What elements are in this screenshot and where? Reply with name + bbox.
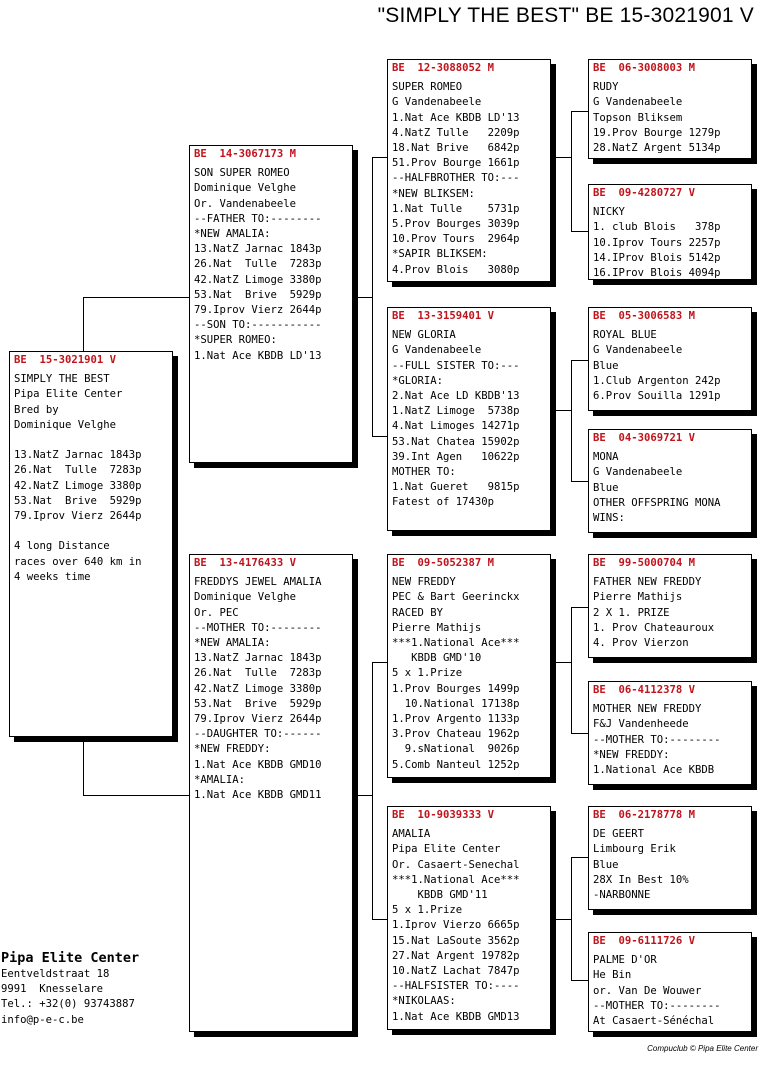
ring-number: BE 06-3008003 M <box>593 62 696 74</box>
ring-number: BE 09-6111726 V <box>593 935 696 947</box>
connector-line <box>571 607 588 608</box>
pigeon-card-sds[interactable] <box>588 307 752 411</box>
pedigree-line: 79.Iprov Vierz 2644p <box>194 713 322 726</box>
pedigree-line: *NEW FREDDY: <box>194 743 271 756</box>
pigeon-card-sdd[interactable] <box>588 429 752 533</box>
pedigree-line: 14.IProv Blois 5142p <box>593 251 721 264</box>
connector-line <box>372 157 388 158</box>
pedigree-line: 5 x 1.Prize <box>392 667 463 680</box>
ring-number: BE 99-5000704 M <box>593 557 696 569</box>
owner-line: 9991 Knesselare <box>1 983 104 996</box>
pedigree-line: 2 X 1. PRIZE <box>593 606 670 619</box>
pedigree-line: *GLORIA: <box>392 374 444 387</box>
connector-line <box>551 157 571 158</box>
connector-line <box>571 360 572 482</box>
ring-number: BE 06-4112378 V <box>593 684 696 696</box>
pigeon-name: SIMPLY THE BEST <box>14 373 110 386</box>
pigeon-card-dam-sire[interactable] <box>387 554 551 778</box>
pedigree-line: ***1.National Ace*** <box>392 873 520 886</box>
pedigree-line: 28X In Best 10% <box>593 873 689 886</box>
pedigree-line: *NEW AMALIA: <box>194 228 271 241</box>
connector-line <box>571 857 572 981</box>
pedigree-line: -NARBONNE <box>593 889 651 902</box>
pedigree-line: Dominique Velghe <box>14 418 117 431</box>
pedigree-line: --DAUGHTER TO:------ <box>194 728 322 741</box>
pedigree-line: ***1.National Ace*** <box>392 637 520 650</box>
pedigree-line: OTHER OFFSPRING MONA <box>593 496 721 509</box>
pedigree-line: Blue <box>593 481 619 494</box>
ring-number: BE 04-3069721 V <box>593 432 696 444</box>
pedigree-line: 1.Nat Ace KBDB GMD10 <box>194 758 322 771</box>
connector-line <box>83 297 190 298</box>
ring-number: BE 14-3067173 M <box>194 148 297 160</box>
connector-line <box>571 231 588 232</box>
pigeon-name: AMALIA <box>392 828 431 841</box>
pedigree-line: Dominique Velghe <box>194 182 297 195</box>
pigeon-card-ddd[interactable] <box>588 932 752 1032</box>
pedigree-line: 1.Club Argenton 242p <box>593 374 721 387</box>
pedigree-line: 1.Prov Argento 1133p <box>392 713 520 726</box>
pigeon-card-dds[interactable] <box>588 806 752 910</box>
pedigree-line: 1.Nat Ace KBDB GMD13 <box>392 1010 520 1023</box>
connector-line <box>83 297 84 351</box>
pedigree-line: RACED BY <box>392 606 444 619</box>
pedigree-line: 4 long Distance <box>14 540 110 553</box>
pedigree-line: *NEW FREDDY: <box>593 748 670 761</box>
pedigree-line: KBDB GMD'10 <box>392 652 482 665</box>
footer-credit: Compuclub © Pipa Elite Center <box>647 1044 758 1053</box>
connector-line <box>372 919 388 920</box>
pedigree-line: 3.Prov Chateau 1962p <box>392 728 520 741</box>
pedigree-line: 10.NatZ Lachat 7847p <box>392 965 520 978</box>
pedigree-line: PEC & Bart Geerinckx <box>392 591 520 604</box>
pedigree-line: Blue <box>593 359 619 372</box>
pigeon-card-sss[interactable] <box>588 59 752 159</box>
ring-number: BE 13-4176433 V <box>194 557 297 569</box>
ring-number: BE 15-3021901 V <box>14 354 117 366</box>
pedigree-line: --FATHER TO:-------- <box>194 212 322 225</box>
connector-line <box>358 297 372 298</box>
pedigree-line: KBDB GMD'11 <box>392 889 488 902</box>
pedigree-line: 42.NatZ Limoge 3380p <box>194 682 322 695</box>
connector-line <box>571 111 588 112</box>
pigeon-name: NICKY <box>593 206 625 219</box>
pigeon-name: MOTHER NEW FREDDY <box>593 703 702 716</box>
connector-line <box>372 157 373 437</box>
pedigree-line: 1. Prov Chateauroux <box>593 621 715 634</box>
ring-number: BE 09-4280727 V <box>593 187 696 199</box>
pedigree-line: 27.Nat Argent 19782p <box>392 949 520 962</box>
pedigree-line: 26.Nat Tulle 7283p <box>194 667 322 680</box>
pedigree-line: --MOTHER TO:-------- <box>593 999 721 1012</box>
pedigree-line: MOTHER TO: <box>392 466 456 479</box>
connector-line <box>83 742 84 795</box>
pedigree-line: Or. PEC <box>194 606 239 619</box>
pedigree-line: 1.Iprov Vierzo 6665p <box>392 919 520 932</box>
pedigree-line: 10.Prov Tours 2964p <box>392 233 520 246</box>
connector-line <box>372 436 388 437</box>
pigeon-card-dss[interactable] <box>588 554 752 658</box>
connector-line <box>372 662 388 663</box>
owner-email[interactable]: info@p-e-c.be <box>1 1013 84 1026</box>
pedigree-line: *AMALIA: <box>194 773 246 786</box>
pedigree-line: 53.Nat Brive 5929p <box>14 494 142 507</box>
pigeon-card-sire-sire[interactable] <box>387 59 551 282</box>
page-title: "SIMPLY THE BEST" BE 15-3021901 V <box>377 4 754 27</box>
pedigree-line: 10.National 17138p <box>392 697 520 710</box>
pedigree-line: Blue <box>593 858 619 871</box>
connector-line <box>551 919 571 920</box>
pedigree-line: 5.Prov Bourges 3039p <box>392 218 520 231</box>
pedigree-line: 4.Prov Blois 3080p <box>392 263 520 276</box>
pedigree-line: 9.sNational 9026p <box>392 743 520 756</box>
connector-line <box>571 857 588 858</box>
pedigree-line: At Casaert-Sénéchal <box>593 1015 715 1028</box>
owner-line: Tel.: +32(0) 93743887 <box>1 998 135 1011</box>
pigeon-card-dam[interactable] <box>189 554 353 1032</box>
pedigree-line: 6.Prov Souilla 1291p <box>593 390 721 403</box>
pedigree-line: 5 x 1.Prize <box>392 904 463 917</box>
pedigree-line: 1.National Ace KBDB <box>593 764 715 777</box>
pedigree-line: 1.Nat Ace KBDB GMD11 <box>194 789 322 802</box>
pedigree-line: *NEW BLIKSEM: <box>392 187 475 200</box>
ring-number: BE 13-3159401 V <box>392 310 495 322</box>
connector-line <box>571 607 572 734</box>
pedigree-line: 13.NatZ Jarnac 1843p <box>194 652 322 665</box>
connector-line <box>83 795 190 796</box>
pedigree-line: F&J Vandenheede <box>593 718 689 731</box>
pedigree-line: *NEW AMALIA: <box>194 637 271 650</box>
pedigree-line: 4.Nat Limoges 14271p <box>392 420 520 433</box>
connector-line <box>358 795 372 796</box>
pedigree-line: Or. Vandenabeele <box>194 197 297 210</box>
connector-line <box>551 662 571 663</box>
ring-number: BE 06-2178778 M <box>593 809 696 821</box>
connector-line <box>571 481 588 482</box>
pigeon-card-dam-dam[interactable] <box>387 806 551 1030</box>
pedigree-line: G Vandenabeele <box>593 96 683 109</box>
connector-line <box>571 111 572 232</box>
pigeon-name: ROYAL BLUE <box>593 329 657 342</box>
pedigree-line: 39.Int Agen 10622p <box>392 450 520 463</box>
pedigree-line: G Vandenabeele <box>392 96 482 109</box>
ring-number: BE 10-9039333 V <box>392 809 495 821</box>
ring-number: BE 12-3088052 M <box>392 62 495 74</box>
pedigree-line: 19.Prov Bourge 1279p <box>593 126 721 139</box>
pedigree-line: 53.Nat Brive 5929p <box>194 288 322 301</box>
pedigree-line: 18.Nat Brive 6842p <box>392 142 520 155</box>
pedigree-line: --HALFBROTHER TO:--- <box>392 172 520 185</box>
pedigree-line: Or. Casaert-Senechal <box>392 858 520 871</box>
pedigree-line: 1.Prov Bourges 1499p <box>392 682 520 695</box>
pedigree-line: He Bin <box>593 969 632 982</box>
pedigree-line: 53.Nat Brive 5929p <box>194 697 322 710</box>
pedigree-line: or. Van De Wouwer <box>593 984 702 997</box>
pedigree-line: Pierre Mathijs <box>593 591 683 604</box>
pedigree-line: Pipa Elite Center <box>14 388 123 401</box>
pedigree-line: *SAPIR BLIKSEM: <box>392 248 488 261</box>
owner-contact <box>1 949 139 1028</box>
pedigree-line: 1. club Blois 378p <box>593 221 721 234</box>
owner-name: Pipa Elite Center <box>1 950 140 966</box>
pigeon-card-ssd[interactable] <box>588 184 752 280</box>
pedigree-line: 2.Nat Ace LD KBDB'13 <box>392 390 520 403</box>
pedigree-line: 4 weeks time <box>14 570 91 583</box>
pedigree-line: 16.IProv Blois 4094p <box>593 267 721 280</box>
pedigree-line <box>14 524 168 539</box>
pedigree-line: *NIKOLAAS: <box>392 995 456 1008</box>
pedigree-line: 42.NatZ Limoge 3380p <box>14 479 142 492</box>
pedigree-line: 79.Iprov Vierz 2644p <box>194 304 322 317</box>
connector-line <box>571 980 588 981</box>
pedigree-line: G Vandenabeele <box>392 344 482 357</box>
pedigree-line: 1.Nat Tulle 5731p <box>392 202 520 215</box>
connector-line <box>571 733 588 734</box>
pedigree-line: 4.NatZ Tulle 2209p <box>392 126 520 139</box>
pedigree-line: Topson Bliksem <box>593 111 683 124</box>
pedigree-line: 1.NatZ Limoge 5738p <box>392 405 520 418</box>
pedigree-line: 53.Nat Chatea 15902p <box>392 435 520 448</box>
pedigree-line: *SUPER ROMEO: <box>194 334 277 347</box>
pedigree-line: 26.Nat Tulle 7283p <box>194 258 322 271</box>
pigeon-name: MONA <box>593 451 619 464</box>
pedigree-line: 1.Nat Ace KBDB LD'13 <box>194 349 322 362</box>
pigeon-name: RUDY <box>593 81 619 94</box>
pedigree-line: Pipa Elite Center <box>392 843 501 856</box>
pigeon-card-dsd[interactable] <box>588 681 752 785</box>
pigeon-name: SUPER ROMEO <box>392 81 463 94</box>
pedigree-line: 42.NatZ Limoge 3380p <box>194 273 322 286</box>
pedigree-line: 1.Nat Gueret 9815p <box>392 481 520 494</box>
pigeon-card-sire-dam[interactable] <box>387 307 551 531</box>
pedigree-line: G Vandenabeele <box>593 466 683 479</box>
pedigree-line: --FULL SISTER TO:--- <box>392 359 520 372</box>
pedigree-line: G Vandenabeele <box>593 344 683 357</box>
ring-number: BE 09-5052387 M <box>392 557 495 569</box>
connector-line <box>571 360 588 361</box>
owner-line: Eentveldstraat 18 <box>1 968 110 980</box>
pedigree-line: 13.NatZ Jarnac 1843p <box>194 243 322 256</box>
pedigree-line <box>14 433 168 448</box>
pedigree-line: 28.NatZ Argent 5134p <box>593 142 721 155</box>
pedigree-line: 5.Comb Nanteul 1252p <box>392 758 520 771</box>
pedigree-line: --MOTHER TO:-------- <box>593 733 721 746</box>
pedigree-line: 13.NatZ Jarnac 1843p <box>14 449 142 462</box>
pedigree-line: WINS: <box>593 512 625 525</box>
pedigree-line: Bred by <box>14 403 59 416</box>
connector-line <box>372 662 373 920</box>
pigeon-name: NEW FREDDY <box>392 576 456 589</box>
pedigree-line: Dominique Velghe <box>194 591 297 604</box>
pigeon-name: SON SUPER ROMEO <box>194 167 290 180</box>
pedigree-line: Limbourg Erik <box>593 843 676 856</box>
pedigree-line: 1.Nat Ace KBDB LD'13 <box>392 111 520 124</box>
pedigree-line: 10.Iprov Tours 2257p <box>593 236 721 249</box>
pedigree-line: 15.Nat LaSoute 3562p <box>392 934 520 947</box>
pigeon-name: FREDDYS JEWEL AMALIA <box>194 576 322 589</box>
pigeon-name: PALME D'OR <box>593 954 657 967</box>
pedigree-line: Pierre Mathijs <box>392 621 482 634</box>
pedigree-line: 26.Nat Tulle 7283p <box>14 464 142 477</box>
pedigree-line: races over 640 km in <box>14 555 142 568</box>
pedigree-line: --MOTHER TO:-------- <box>194 621 322 634</box>
pigeon-card-subject[interactable] <box>9 351 173 737</box>
ring-number: BE 05-3006583 M <box>593 310 696 322</box>
pigeon-card-sire[interactable] <box>189 145 353 463</box>
pigeon-name: DE GEERT <box>593 828 645 841</box>
pedigree-line: --SON TO:----------- <box>194 319 322 332</box>
pigeon-name: FATHER NEW FREDDY <box>593 576 702 589</box>
pedigree-line: 4. Prov Vierzon <box>593 637 689 650</box>
pedigree-line: --HALFSISTER TO:---- <box>392 980 520 993</box>
pedigree-line: 79.Iprov Vierz 2644p <box>14 510 142 523</box>
pigeon-name: NEW GLORIA <box>392 329 456 342</box>
connector-line <box>551 410 571 411</box>
pedigree-line: Fatest of 17430p <box>392 496 495 509</box>
pedigree-line: 51.Prov Bourge 1661p <box>392 157 520 170</box>
